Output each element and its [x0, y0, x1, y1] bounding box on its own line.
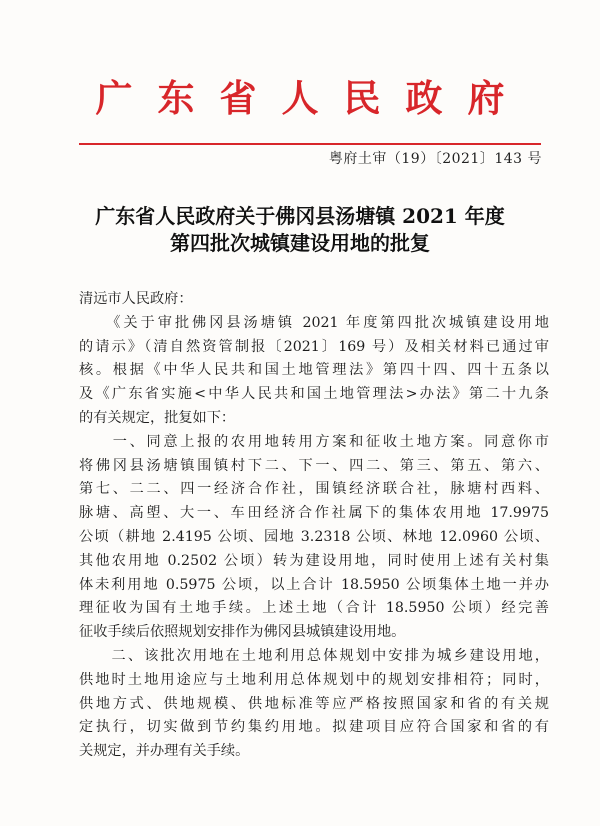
- document-body: [79, 288, 549, 764]
- body-line: 脉塘、高塱、大一、车田经济合作社属下的集体农用地 17.9975: [79, 505, 549, 522]
- body-line: 一、同意上报的农用地转用方案和征收土地方案。同意你市: [79, 433, 549, 450]
- body-line: 的请示》（清自然资管制报〔2021〕169 号）及相关材料已通过审: [79, 338, 549, 355]
- document-title-line-1: 广东省人民政府关于佛冈县汤塘镇 2021 年度: [95, 204, 505, 228]
- red-separator-line: [79, 143, 541, 145]
- body-line: 理征收为国有土地手续。上述土地（合计 18.5950 公顷）经完善: [79, 600, 549, 617]
- document-title-line-2: 第四批次城镇建设用地的批复: [170, 231, 430, 255]
- body-line: 核。根据《中华人民共和国土地管理法》第四十四、四十五条以: [79, 362, 549, 379]
- issuer-header: 广东省人民政府: [95, 76, 530, 120]
- body-line: 供地时土地用途应与土地利用总体规划中的规划安排相符；同时，: [79, 671, 549, 688]
- body-line: 征收手续后依照规划安排作为佛冈县城镇建设用地。: [79, 624, 406, 641]
- body-line: 其他农用地 0.2502 公顷）转为建设用地，同时使用上述有关村集: [79, 552, 549, 569]
- body-line: 公顷（耕地 2.4195 公顷、园地 3.2318 公顷、林地 12.0960 公顷、: [79, 528, 549, 545]
- body-line: 二、该批次用地在土地利用总体规划中安排为城乡建设用地，: [79, 647, 549, 664]
- body-line: 第七、二二、四一经济合作社，围镇经济联合社，脉塘村西料、: [79, 481, 549, 498]
- body-line: 体未利用地 0.5975 公顷，以上合计 18.5950 公顷集体土地一并办: [79, 576, 549, 593]
- body-line: 关规定，并办理有关手续。: [79, 743, 250, 760]
- body-line: 的有关规定，批复如下：: [79, 409, 236, 426]
- document-number: 粤府土审（19）〔2021〕143 号: [328, 151, 542, 167]
- recipient: 清远市人民政府：: [79, 291, 193, 307]
- body-line: 定执行，切实做到节约集约用地。拟建项目应符合国家和省的有: [79, 719, 549, 736]
- body-line: 《关于审批佛冈县汤塘镇 2021 年度第四批次城镇建设用地: [79, 314, 549, 331]
- body-line: 及《广东省实施<中华人民共和国土地管理法>办法》第二十九条: [79, 386, 549, 403]
- body-line: 供地方式、供地规模、供地标准等应严格按照国家和省的有关规: [79, 695, 549, 712]
- body-line: 将佛冈县汤塘镇围镇村下二、下一、四二、第三、第五、第六、: [79, 457, 549, 474]
